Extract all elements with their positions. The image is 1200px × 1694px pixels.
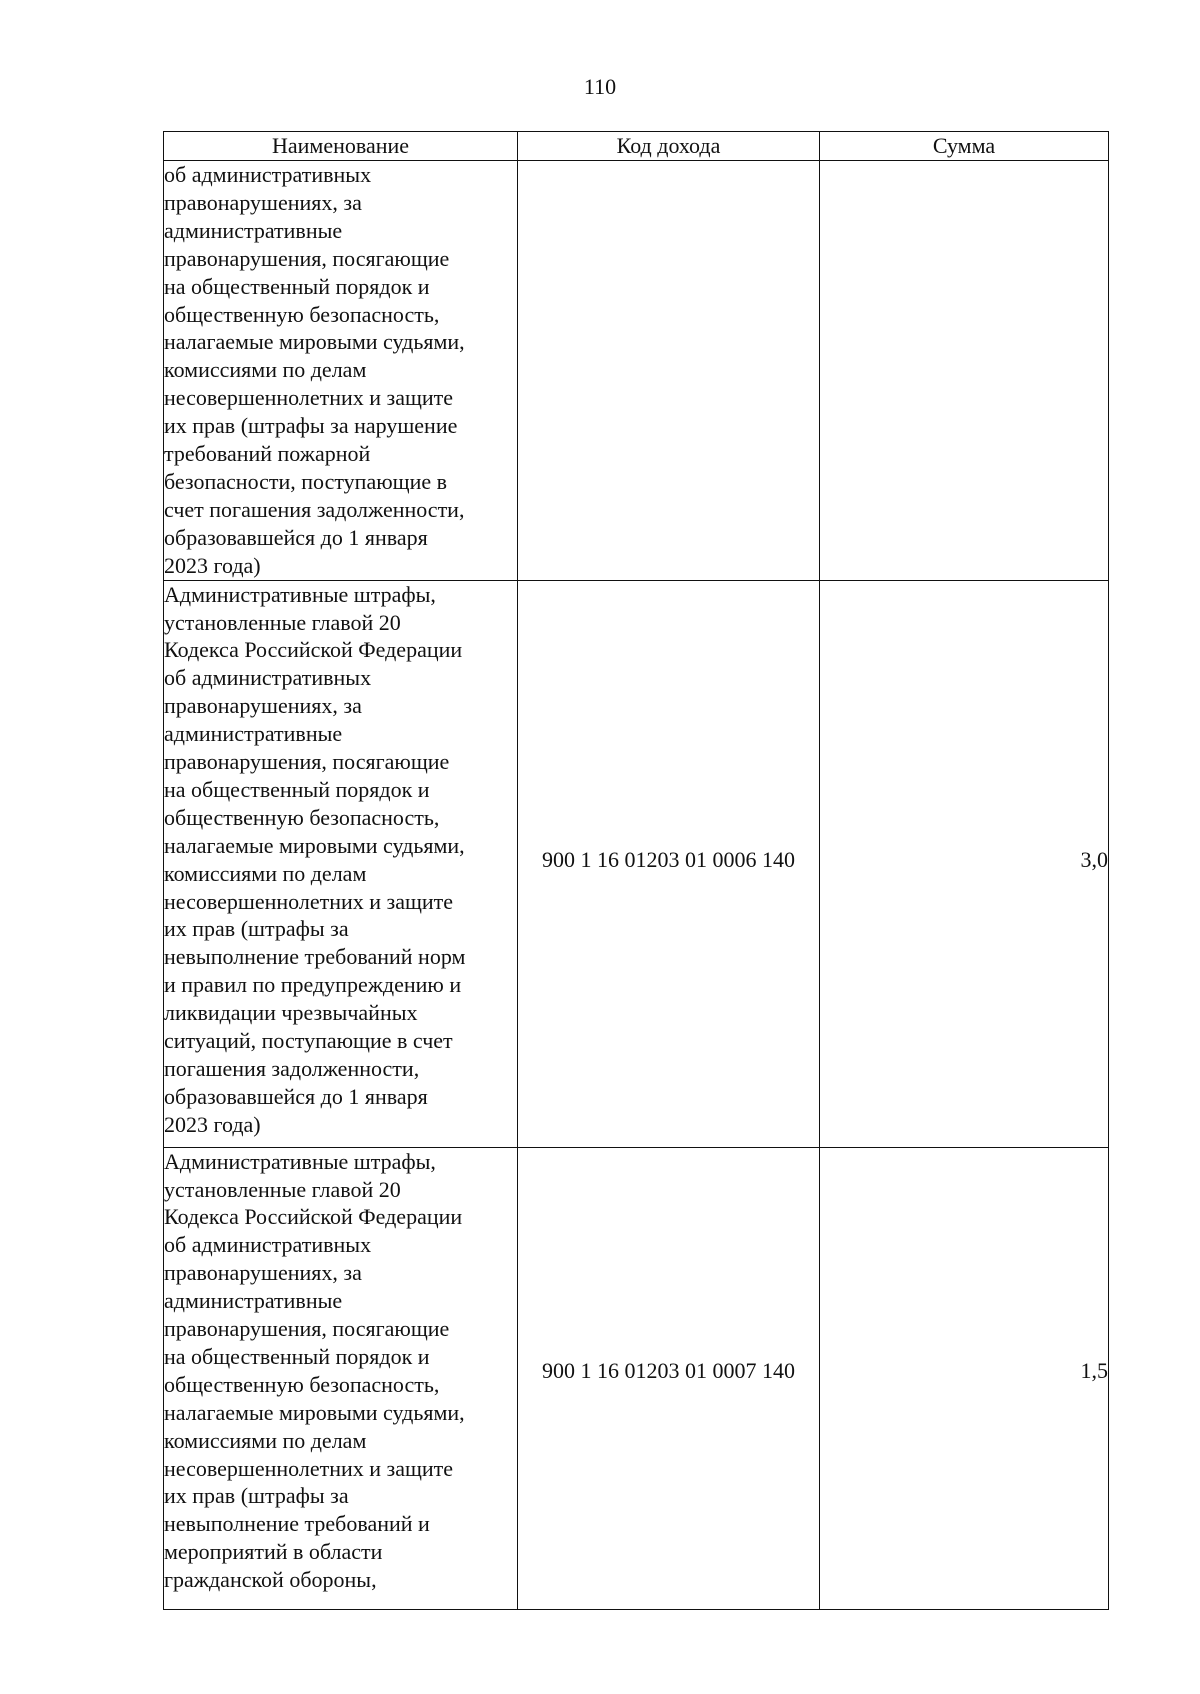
table-header	[164, 132, 1109, 161]
table-row	[164, 161, 1109, 581]
table-body	[164, 161, 1109, 1610]
row-code-cell: 900 1 16 01203 01 0007 140	[518, 1147, 820, 1609]
table-row	[164, 1147, 1109, 1609]
table-row	[164, 580, 1109, 1147]
row-sum-cell: 3,0	[820, 580, 1109, 1147]
header-row	[164, 132, 1109, 161]
header-name: Наименование	[164, 132, 518, 161]
row-name-cell: об административных правонарушениях, за административные правонарушения, посягающие на общественный порядок и общественную безопасность, налагаемые мировыми судьями, комиссиями по делам несовершеннолетних и защите их прав (штрафы за нарушение требований пожарной безопасности, поступающие в счет погашения задолженности, образовавшейся до 1 января 2023 года)	[164, 161, 518, 581]
row-code-cell	[518, 161, 820, 581]
header-code: Код дохода	[518, 132, 820, 161]
revenue-table	[163, 131, 1109, 1610]
header-sum: Сумма	[820, 132, 1109, 161]
row-sum-cell	[820, 161, 1109, 581]
row-sum-cell: 1,5	[820, 1147, 1109, 1609]
row-name-cell: Административные штрафы, установленные главой 20 Кодекса Российской Федерации об административных правонарушениях, за административные правонарушения, посягающие на общественный порядок и общественную безопасность, налагаемые мировыми судьями, комиссиями по делам несовершеннолетних и защите их прав (штрафы за невыполнение требований норм и правил по предупреждению и ликвидации чрезвычайных ситуаций, поступающие в счет погашения задолженности, образовавшейся до 1 января 2023 года)	[164, 580, 518, 1147]
page-number: 110	[583, 74, 617, 99]
row-code-cell: 900 1 16 01203 01 0006 140	[518, 580, 820, 1147]
row-name-cell: Административные штрафы, установленные главой 20 Кодекса Российской Федерации об административных правонарушениях, за административные правонарушения, посягающие на общественный порядок и общественную безопасность, налагаемые мировыми судьями, комиссиями по делам несовершеннолетних и защите их прав (штрафы за невыполнение требований и мероприятий в области гражданской обороны,	[164, 1147, 518, 1609]
